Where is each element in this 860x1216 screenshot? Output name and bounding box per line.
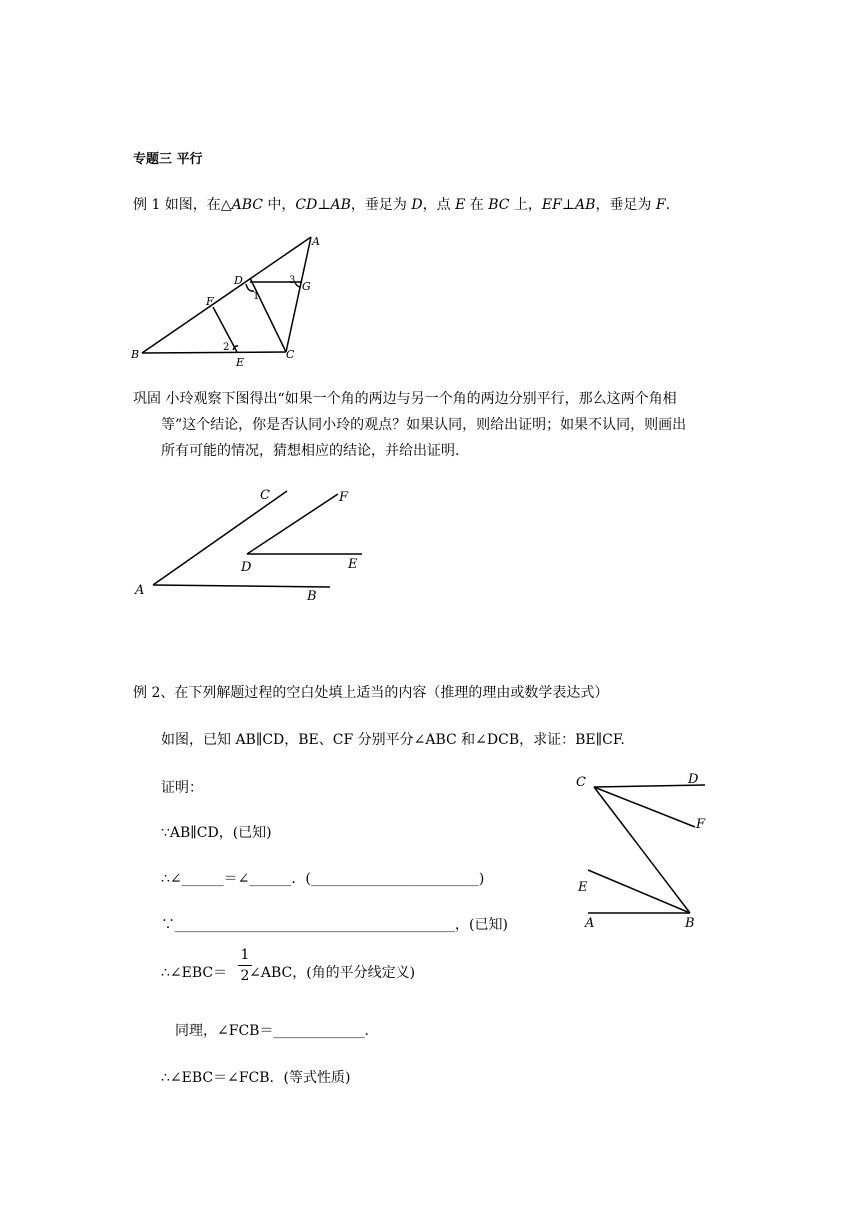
fraction-one-half — [238, 946, 252, 985]
label-E: E — [348, 557, 358, 572]
label-angle-2: 2 — [223, 342, 230, 353]
proof-step-6: ∴∠EBC＝∠FCB．(等式性质) — [161, 1070, 351, 1086]
triangle-figure — [130, 232, 330, 372]
label-B: B — [131, 348, 140, 361]
label-E: E — [236, 356, 245, 369]
label-B: B — [685, 916, 695, 931]
consolidate-line-3: 所有可能的情况，猜想相应的结论，并给出证明. — [161, 443, 460, 459]
example2-heading: 例 2、在下列解题过程的空白处填上适当的内容（推理的理由或数学表达式） — [133, 685, 609, 701]
label-E: E — [578, 880, 588, 895]
z-shape-figure — [570, 765, 730, 935]
label-F: F — [339, 490, 349, 505]
label-A: A — [135, 583, 145, 598]
label-D: D — [234, 274, 243, 287]
example1-statement: 例 1 如图，在△ABC 中，CD⊥AB，垂足为 D，点 E 在 BC 上，EF⊥AB，垂足为 F. — [133, 197, 671, 213]
fraction-denominator: 2 — [240, 968, 250, 984]
example2-given: 如图，已知 AB∥CD，BE、CF 分别平分∠ABC 和∠DCB，求证：BE∥CF. — [161, 732, 625, 748]
label-C: C — [286, 348, 295, 361]
label-D: D — [241, 560, 252, 575]
label-F: F — [696, 817, 706, 832]
proof-step-5[interactable]: 同理，∠FCB＝_____________. — [175, 1023, 369, 1039]
proof-step-4: ∴∠EBC＝ ∠ABC，(角的平分线定义) — [161, 965, 416, 981]
label-F: F — [206, 295, 214, 308]
label-A: A — [312, 235, 320, 248]
consolidate-line-1: 巩固 小玲观察下图得出“如果一个角的两边与另一个角的两边分别平行，那么这两个角相 — [133, 391, 677, 407]
fraction-numerator: 1 — [240, 947, 250, 963]
proof-label: 证明： — [161, 780, 203, 796]
label-C: C — [576, 775, 586, 790]
consolidate-line-2: 等”这个结论，你是否认同小玲的观点？如果认同，则给出证明；如果不认同，则画出 — [161, 417, 687, 433]
fraction-bar — [238, 965, 252, 966]
label-D: D — [688, 772, 699, 787]
label-angle-1: 1 — [253, 291, 260, 302]
section-title: 专题三 平行 — [133, 152, 203, 167]
label-angle-3: 3 — [289, 275, 296, 286]
proof-step-3[interactable]: ∵________________________________________，(已知) — [161, 917, 508, 933]
proof-step-1: ∵AB∥CD，(已知) — [161, 825, 272, 841]
label-C: C — [260, 488, 270, 503]
proof-step-2[interactable]: ∴∠______＝∠______．(________________________) — [161, 871, 485, 887]
parallel-angles-figure — [130, 484, 380, 609]
label-A: A — [585, 916, 595, 931]
label-B: B — [307, 589, 317, 604]
label-G: G — [302, 280, 311, 293]
